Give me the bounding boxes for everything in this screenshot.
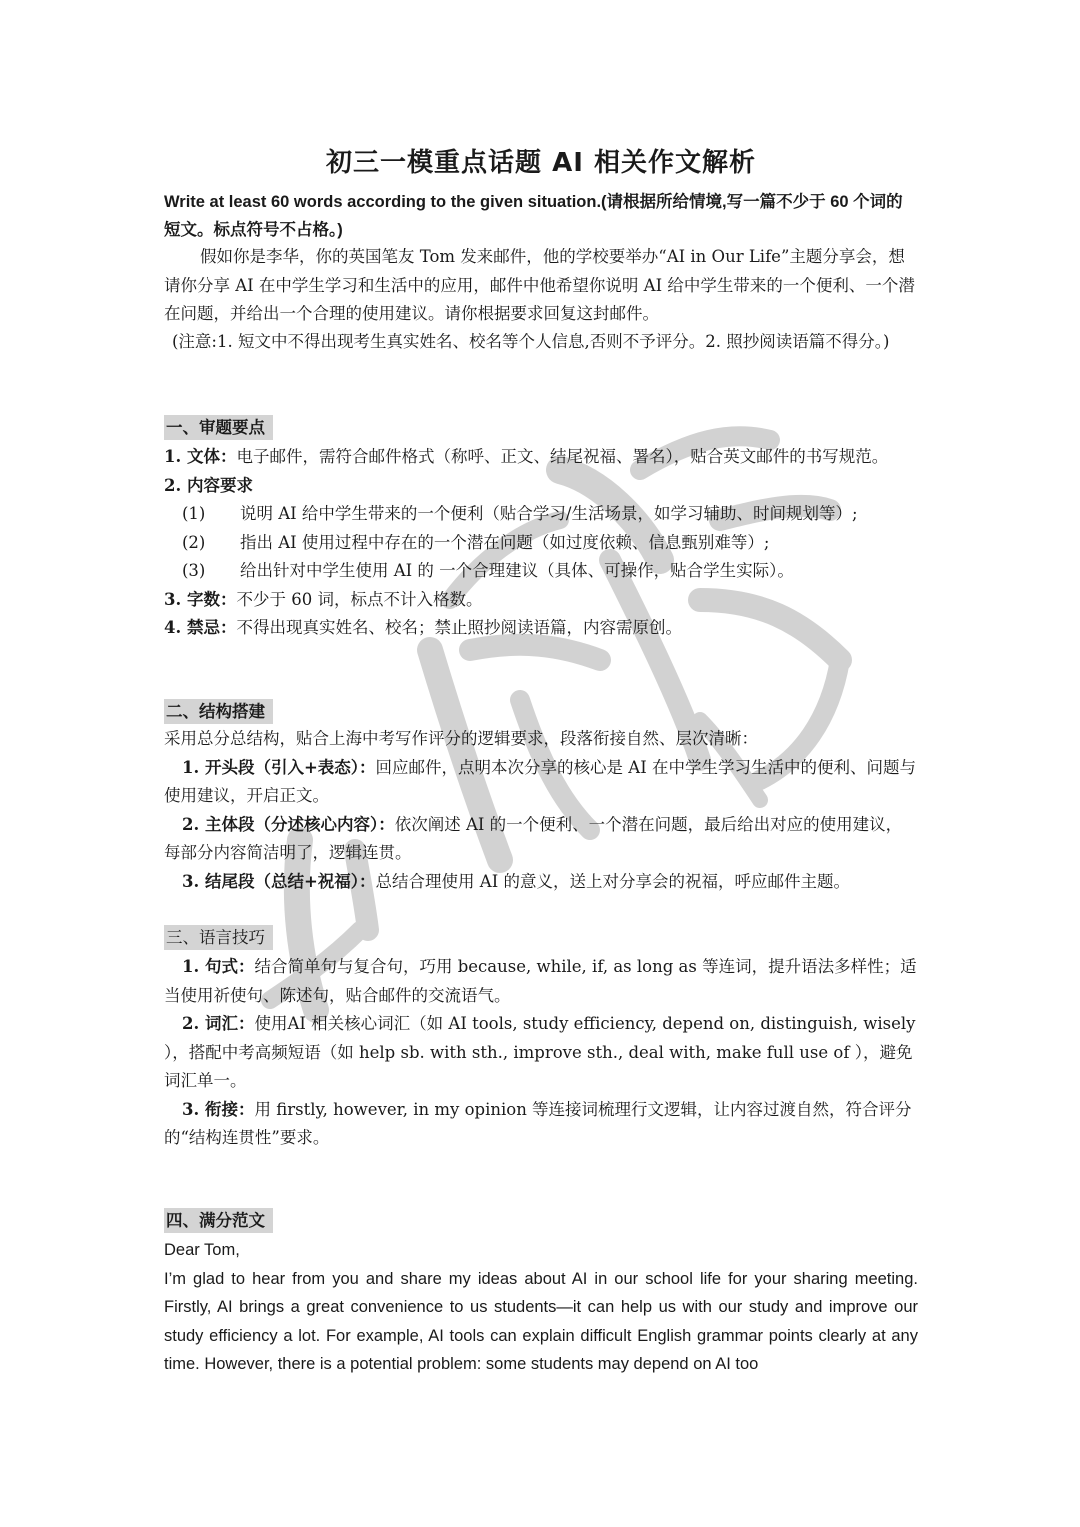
section-1-item-3: 3. 字数：不少于 60 词，标点不计入格数。 xyxy=(164,589,483,609)
item-label: 2. 内容要求 xyxy=(164,475,253,495)
note-paragraph: (注意:1. 短文中不得出现考生真实姓名、校名等个人信息,否则不予评分。2. 照抄阅读语篇不得分。) xyxy=(172,332,890,351)
section-2-item-1: 1. 开头段（引入+表态）：回应邮件，点明本次分享的核心是 AI 在中学生学习生活中的便利、问题与使用建议，开启正文。 xyxy=(164,757,916,805)
section-1-sub-item-3: (3) 给出针对中学生使用 AI 的 一个合理建议（具体、可操作，贴合学生实际）。 xyxy=(182,561,794,580)
task-paragraph: 假如你是李华，你的英国笔友 Tom 发来邮件，他的学校要举办“AI in Our Life”主题分享会，想请你分享 AI 在中学生学习和生活中的应用，邮件中他希望你说明 AI 给中学生带来的一个便利、一个潜在问题，并给出一个合理的使用建议。请你根据要求回复这封邮件。 xyxy=(164,247,915,323)
section-3-item-2: 2. 词汇：使用AI 相关核心词汇（如 AI tools, study efficiency, depend on, distinguish, wisely ），搭配中考高频短语（如 help sb. with sth., improve sth., deal with, make full use of ），避免词汇单一。 xyxy=(164,1014,916,1090)
section-2-intro: 采用总分总结构，贴合上海中考写作评分的逻辑要求，段落衔接自然、层次清晰： xyxy=(164,729,758,748)
model-essay xyxy=(164,1236,918,1379)
section-3-item-3: 3. 衔接：用 firstly, however, in my opinion 等连接词梳理行文逻辑，让内容过渡自然，符合评分的“结构连贯性”要求。 xyxy=(164,1099,912,1147)
section-4-heading: 四、满分范文 xyxy=(164,1208,273,1233)
section-2-item-2: 2. 主体段（分述核心内容）：依次阐述 AI 的一个便利、一个潜在问题，最后给出对应的使用建议，每部分内容简洁明了，逻辑连贯。 xyxy=(164,814,903,862)
section-2-heading: 二、结构搭建 xyxy=(164,699,273,724)
section-3-body xyxy=(164,953,918,1153)
instruction-text: Write at least 60 words according to the given situation.(请根据所给情境,写一篇不少于 60 个词的短文。标点符号不占格。) xyxy=(164,193,903,239)
section-1-sub-item-2: (2) 指出 AI 使用过程中存在的一个潜在问题（如过度依赖、信息甄别难等）; xyxy=(182,532,770,552)
page-title: 初三一模重点话题 AI 相关作文解析 xyxy=(326,148,756,178)
section-3-heading: 三、语言技巧 xyxy=(164,925,273,950)
section-1-heading: 一、审题要点 xyxy=(164,415,273,440)
section-1-item-1 xyxy=(164,443,918,472)
section-1-item-2 xyxy=(164,472,918,501)
item-label: 1. 文体： xyxy=(164,447,237,466)
essay-body: I’m glad to hear from you and share my ideas about AI in our school life for your sharing meeting. Firstly, AI brings a great convenience to us students—it can help us with our study and improve our study efficiency a lot. For example, AI tools can explain difficult English grammar points clearly at any time. However, there is a potential problem: some students may depend on AI too xyxy=(164,1269,918,1373)
section-1-item-4: 4. 禁忌：不得出现真实姓名、校名；禁止照抄阅读语篇，内容需原创。 xyxy=(164,618,682,637)
essay-greeting: Dear Tom, xyxy=(164,1241,240,1259)
section-1-body xyxy=(164,443,918,643)
section-2-body xyxy=(164,725,918,896)
item-text: 电子邮件，需符合邮件格式（称呼、正文、结尾祝福、署名），贴合英文邮件的书写规范。 xyxy=(236,447,889,466)
section-2-item-3: 3. 结尾段（总结+祝福）：总结合理使用 AI 的意义，送上对分享会的祝福，呼应邮件主题。 xyxy=(182,871,850,891)
section-1-sub-item-1: (1) 说明 AI 给中学生带来的一个便利（贴合学习/生活场景，如学习辅助、时间规划等）; xyxy=(182,504,858,523)
section-3-item-1: 1. 句式：结合简单句与复合句，巧用 because, while, if, as long as 等连词，提升语法多样性；适当使用祈使句、陈述句，贴合邮件的交流语气。 xyxy=(164,957,917,1005)
